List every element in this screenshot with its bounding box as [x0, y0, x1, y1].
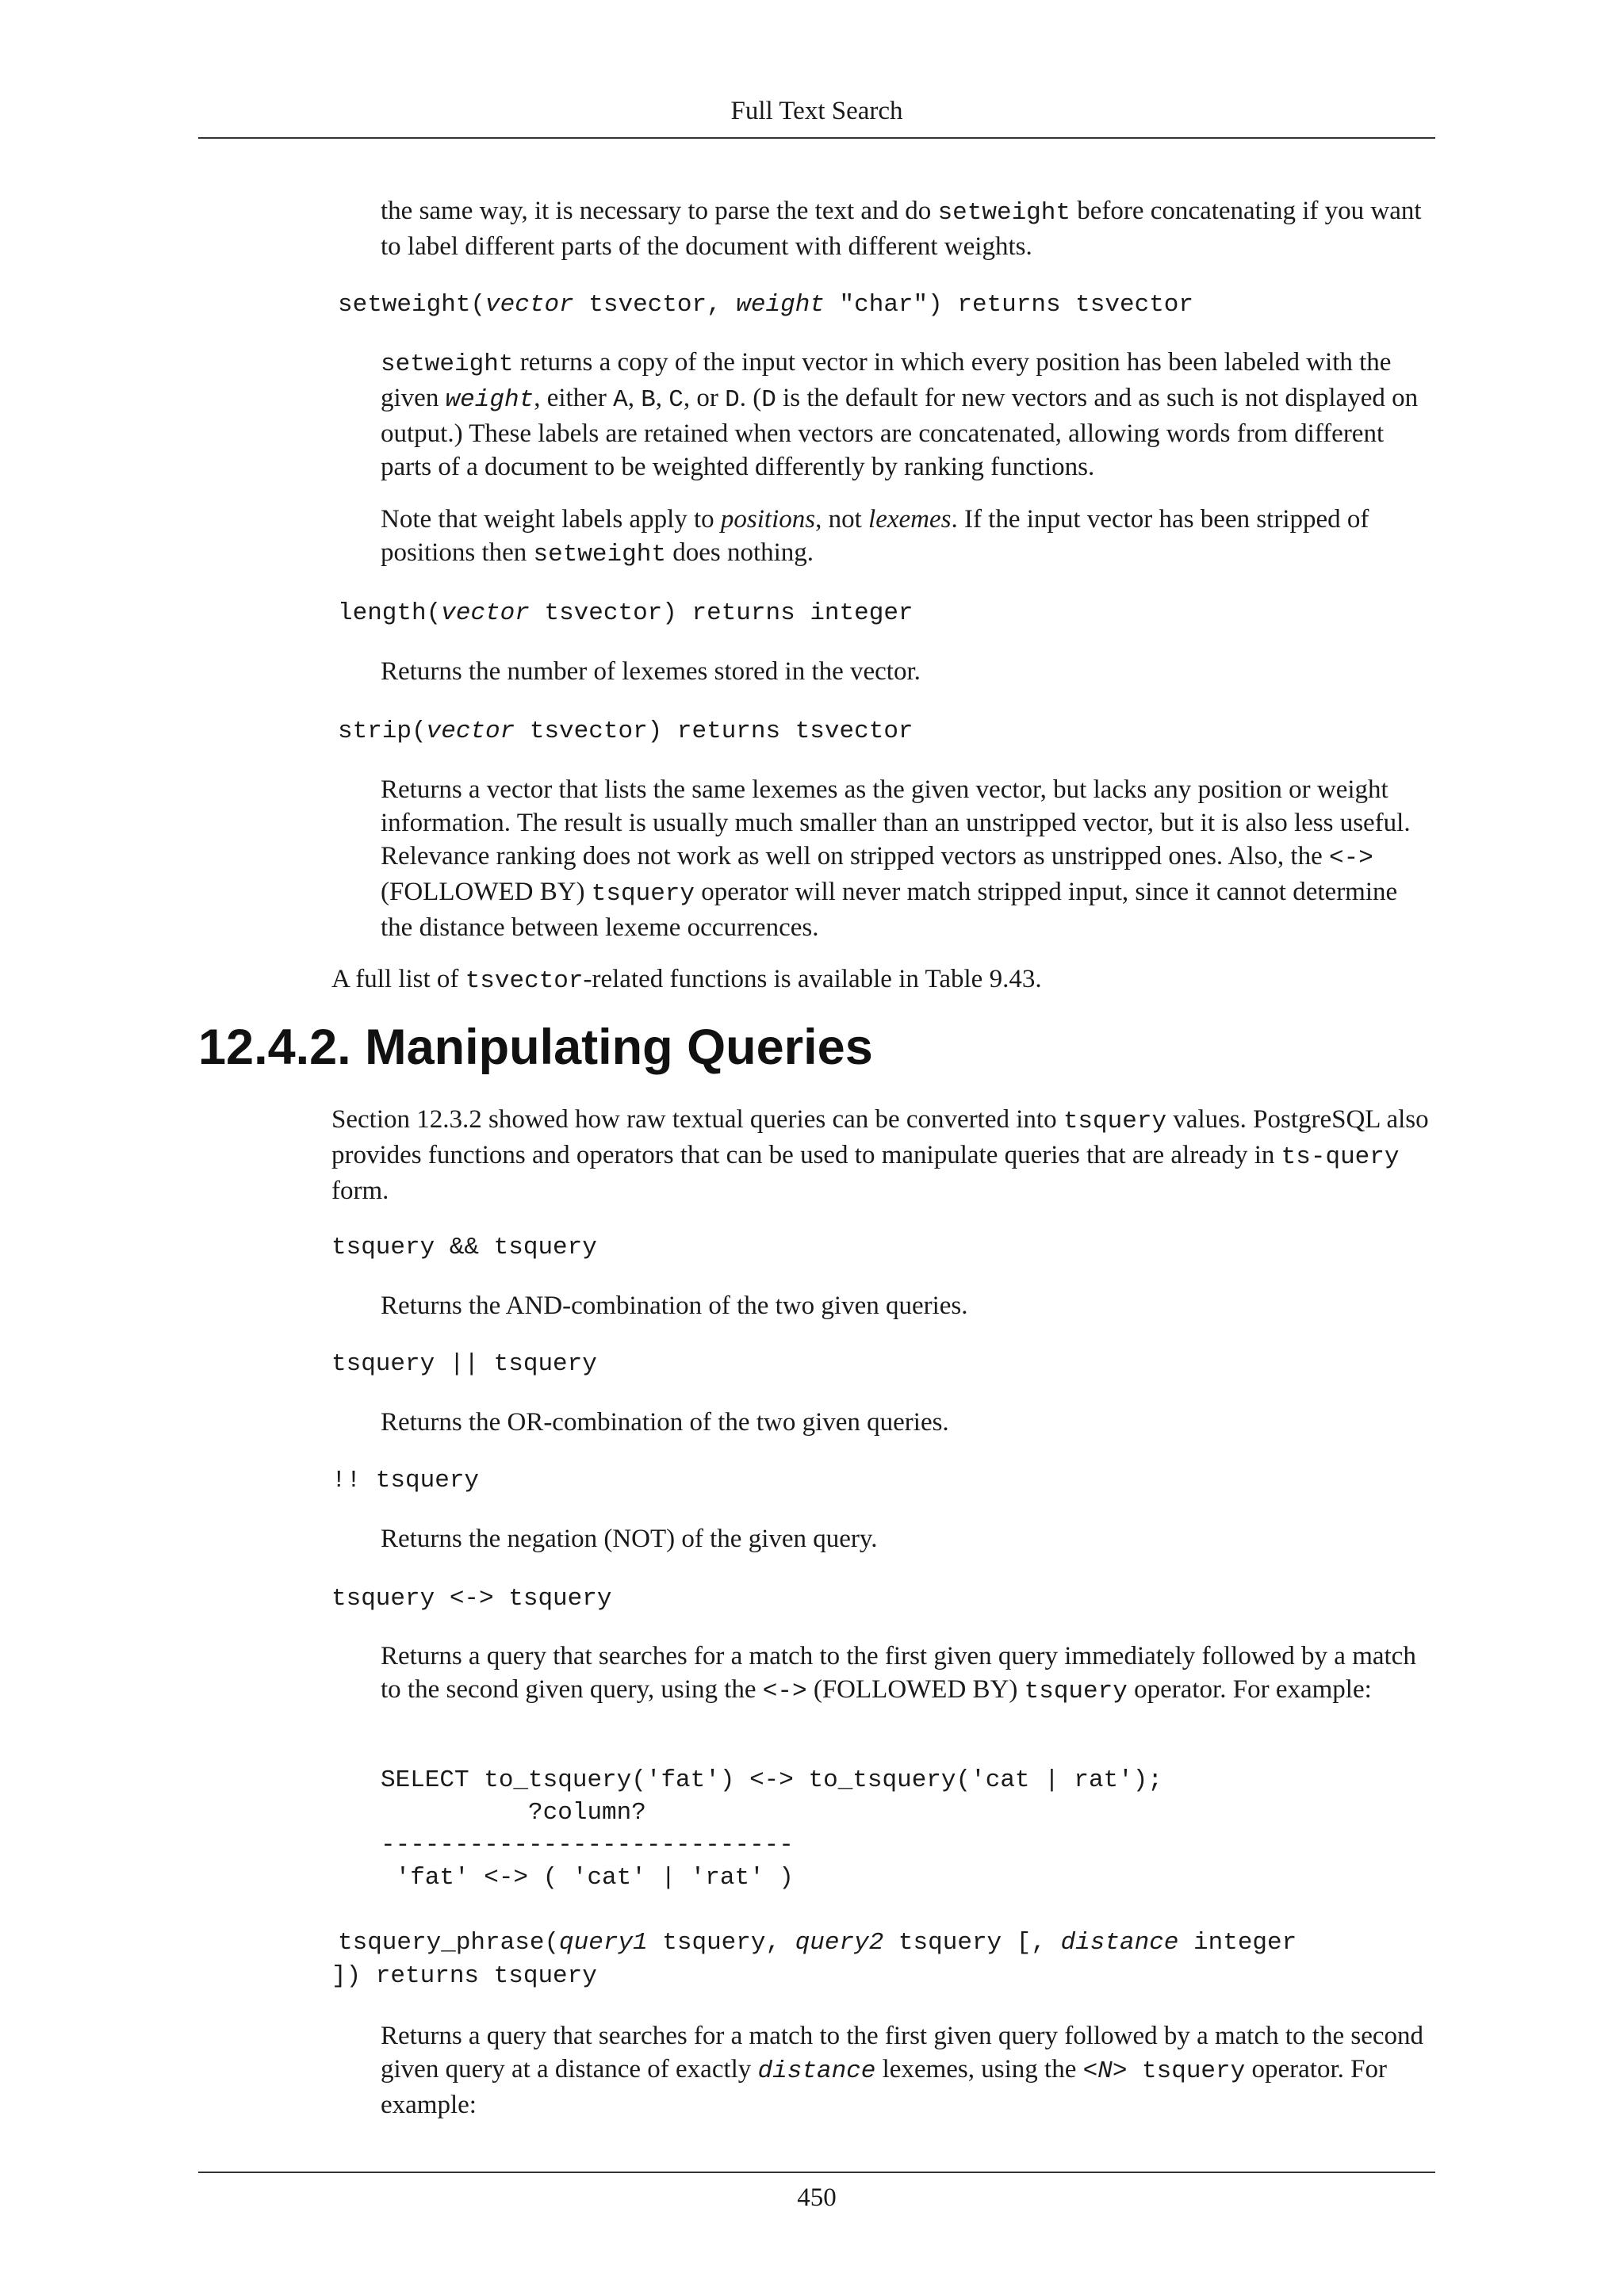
text-run: . (: [739, 384, 762, 412]
param-vector: vector: [485, 291, 574, 319]
code-b: B: [641, 386, 656, 414]
text-run: operator. For example:: [1127, 1675, 1372, 1704]
code-followed-by: <->: [1329, 844, 1373, 872]
text-run: is the default for new vectors and as such is not displayed on output.) These labels are retained when vectors are concatenated, allowing words from different parts of a document to be weighted differently by ranking functions.: [381, 384, 1419, 481]
text-run: Returns a query that searches for a match to the first given query followed by a match to the second given query at a distance of exactly: [381, 2022, 1423, 2084]
code-d: D: [725, 386, 740, 414]
param-vector: vector: [441, 599, 530, 627]
follow-description: [381, 1640, 1435, 1709]
code-c: C: [668, 386, 684, 414]
param-query2: query2: [795, 1929, 884, 1957]
not-description: Returns the negation (NOT) of the given query.: [381, 1525, 878, 1553]
text-run: Note that weight labels apply to: [381, 505, 721, 534]
strip-description: [381, 773, 1435, 944]
code-followed-by: <->: [762, 1678, 807, 1705]
sig-part: length(: [338, 599, 442, 627]
follow-signature: tsquery <-> tsquery: [331, 1585, 612, 1613]
running-header: Full Text Search: [730, 97, 903, 125]
sig-part: integer: [1178, 1929, 1297, 1957]
strip-signature: [338, 715, 914, 748]
not-signature: !! tsquery: [331, 1467, 480, 1494]
text-run: Section 12.3.2 showed how raw textual queries can be converted into: [331, 1105, 1063, 1134]
text-run: -related functions is available in Table 9.43.: [583, 965, 1042, 993]
param-vector: vector: [426, 718, 515, 745]
code-tsquery: tsquery: [591, 880, 695, 908]
phrase-description: [381, 2019, 1435, 2122]
and-signature: tsquery && tsquery: [331, 1234, 597, 1261]
text-run: ,: [655, 384, 669, 412]
code-d: D: [761, 386, 776, 414]
section-intro: [331, 1103, 1435, 1207]
code-setweight: setweight: [533, 541, 666, 568]
text-run: ,: [627, 384, 642, 412]
code-tsquery: ts-query: [1281, 1143, 1400, 1171]
code-tsquery: tsquery: [1063, 1108, 1167, 1135]
text-run: Returns a query that searches for a match to the first given query immediately followed by a match to the second given query, using the: [381, 1642, 1416, 1704]
full-list-note: [331, 962, 1435, 998]
setweight-note: [381, 503, 1435, 572]
code-lt: <: [1082, 2057, 1098, 2085]
param-distance: distance: [757, 2057, 876, 2085]
sig-part: tsquery_phrase(: [338, 1929, 560, 1957]
sig-part: "char") returns tsvector: [824, 291, 1193, 319]
phrase-signature-line1: [338, 1927, 1297, 1960]
code-example: SELECT to_tsquery('fat') <-> to_tsquery('cat | rat'); ?column? ---------------------------- 'fat' <-> ( 'cat' | 'rat' ): [381, 1766, 1162, 1892]
text-run: (FOLLOWED BY): [381, 878, 592, 906]
text-run: . If the input vector has been stripped of positions then: [381, 505, 1369, 567]
code-gt: >: [1112, 2057, 1128, 2085]
section-title: 12.4.2. Manipulating Queries: [198, 1020, 873, 1075]
param-weight: weight: [736, 291, 825, 319]
text-run: lexemes, using the: [875, 2055, 1083, 2084]
text-run: , or: [683, 384, 726, 412]
page-number: 450: [797, 2183, 837, 2212]
paragraph-concatenation-note: [381, 194, 1435, 263]
text-run: A full list of: [331, 965, 465, 993]
code-setweight: setweight: [381, 350, 514, 378]
code-setweight: setweight: [937, 199, 1071, 227]
sig-part: strip(: [338, 718, 427, 745]
phrase-signature-line2: ]) returns tsquery: [331, 1962, 597, 1990]
sig-part: tsquery,: [647, 1929, 795, 1957]
text-run: returns a copy of the input vector in which every position has been labeled with the given: [381, 348, 1392, 412]
length-description: Returns the number of lexemes stored in the vector.: [381, 657, 921, 686]
code-tsvector: tsvector: [465, 967, 584, 995]
emphasis-positions: positions: [720, 505, 816, 534]
emphasis-lexemes: lexemes: [868, 505, 952, 534]
setweight-signature: [338, 289, 1193, 322]
text-run: (FOLLOWED BY): [806, 1675, 1025, 1704]
param-query1: query1: [559, 1929, 648, 1957]
text-run: form.: [331, 1177, 389, 1205]
sig-part: setweight(: [338, 291, 486, 319]
text-run: the same way, it is necessary to parse the text and do: [381, 197, 938, 225]
param-n: N: [1097, 2057, 1113, 2085]
length-signature: [338, 597, 914, 630]
text-run: does nothing.: [665, 538, 814, 567]
sig-part: tsvector,: [573, 291, 737, 319]
text-run: operator will never match stripped input, since it cannot determine the distance between lexeme occurrences.: [381, 878, 1398, 942]
footer-rule: [198, 2172, 1435, 2173]
text-run: , not: [815, 505, 869, 534]
param-weight: weight: [445, 386, 534, 414]
text-run: Returns a vector that lists the same lexemes as the given vector, but lacks any position or weight information. The result is usually much smaller than an unstripped vector, but it is also less useful. Relevance ranking does not work as well on stripped vectors as unstripped ones. Also, the: [381, 775, 1411, 871]
text-run: values. PostgreSQL also provides functions and operators that can be used to manipulate queries that are already in: [331, 1105, 1429, 1169]
or-description: Returns the OR-combination of the two given queries.: [381, 1408, 949, 1437]
setweight-description: [381, 346, 1435, 484]
code-tsquery: tsquery: [1127, 2057, 1246, 2085]
sig-part: tsquery [,: [883, 1929, 1061, 1957]
and-description: Returns the AND-combination of the two given queries.: [381, 1292, 968, 1320]
code-tsquery: tsquery: [1024, 1678, 1128, 1705]
param-distance: distance: [1060, 1929, 1179, 1957]
code-a: A: [613, 386, 628, 414]
sig-part: tsvector) returns integer: [529, 599, 914, 627]
or-signature: tsquery || tsquery: [331, 1350, 597, 1378]
text-run: , either: [534, 384, 614, 412]
text-run: before concatenating if you want to label different parts of the document with different weights.: [381, 197, 1422, 261]
text-run: operator. For example:: [381, 2055, 1387, 2119]
header-rule: [198, 137, 1435, 139]
sig-part: tsvector) returns tsvector: [515, 718, 914, 745]
